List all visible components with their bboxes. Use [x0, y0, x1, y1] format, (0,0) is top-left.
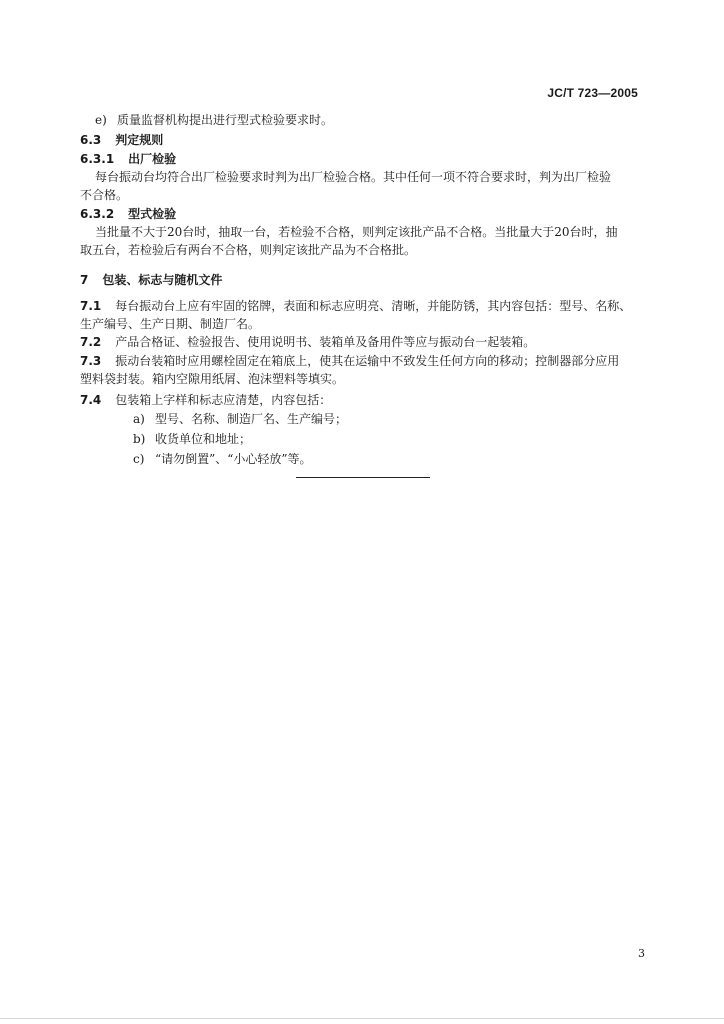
paragraph-line: 塑料袋封装。箱内空隙用纸屑、泡沫塑料等填实。 — [80, 372, 345, 386]
section-heading-6-3-1 — [80, 150, 640, 168]
section-title: 型式检验 — [128, 207, 177, 221]
section-heading-7 — [80, 271, 640, 289]
list-text: 型号、名称、制造厂名、生产编号； — [155, 412, 348, 426]
clause-number: 7.4 — [80, 393, 102, 407]
end-rule — [296, 477, 430, 478]
section-number: 6.3 — [80, 133, 102, 147]
page-number: 3 — [638, 947, 645, 960]
clause-number: 7.2 — [80, 335, 102, 349]
page-bottom-divider — [0, 1018, 724, 1019]
section-title: 判定规则 — [115, 133, 164, 147]
list-item-e — [95, 111, 655, 129]
clause-number: 7.3 — [80, 354, 102, 368]
list-item-a — [133, 410, 693, 428]
standard-code: JC/T 723—2005 — [547, 86, 638, 100]
list-marker: e) — [95, 113, 107, 127]
paragraph-line: 当批量不大于20台时，抽取一台，若检验不合格，则判定该批产品不合格。当批量大于20台时，抽 — [95, 225, 618, 239]
section-title: 包装、标志与随机文件 — [102, 273, 223, 287]
list-text: “请勿倒置”、“小心轻放”等。 — [155, 452, 312, 466]
clause-7-3-line1 — [80, 352, 640, 370]
clause-7-1-line1 — [80, 297, 640, 315]
paragraph-line: 取五台，若检验后有两台不合格，则判定该批产品为不合格批。 — [80, 243, 417, 257]
clause-number: 7.1 — [80, 299, 102, 313]
list-marker: c) — [133, 452, 145, 466]
paragraph-line: 生产编号、生产日期、制造厂名。 — [80, 317, 261, 331]
list-text: 收货单位和地址； — [155, 432, 252, 446]
clause-text: 每台振动台上应有牢固的铭牌，表面和标志应明亮、清晰，并能防锈，其内容包括：型号、名称、 — [115, 299, 632, 313]
clause-text: 包装箱上字样和标志应清楚，内容包括： — [115, 393, 332, 407]
section-heading-6-3 — [80, 131, 640, 149]
list-item-c — [133, 450, 693, 468]
list-marker: b) — [133, 432, 146, 446]
list-text: 质量监督机构提出进行型式检验要求时。 — [117, 113, 334, 127]
paragraph-line: 每台振动台均符合出厂检验要求时判为出厂检验合格。其中任何一项不符合要求时，判为出厂检验 — [95, 170, 612, 184]
section-title: 出厂检验 — [128, 152, 177, 166]
clause-7-4 — [80, 391, 640, 409]
section-heading-6-3-2 — [80, 205, 640, 223]
section-number: 7 — [80, 273, 89, 287]
paragraph-line: 不合格。 — [80, 188, 129, 202]
list-item-b — [133, 430, 693, 448]
list-marker: a) — [133, 412, 145, 426]
section-number: 6.3.2 — [80, 207, 115, 221]
clause-text: 产品合格证、检验报告、使用说明书、装箱单及备用件等应与振动台一起装箱。 — [115, 335, 536, 349]
section-number: 6.3.1 — [80, 152, 115, 166]
clause-text: 振动台装箱时应用螺栓固定在箱底上，使其在运输中不致发生任何方向的移动；控制器部分应用 — [115, 354, 620, 368]
clause-7-2 — [80, 333, 640, 351]
